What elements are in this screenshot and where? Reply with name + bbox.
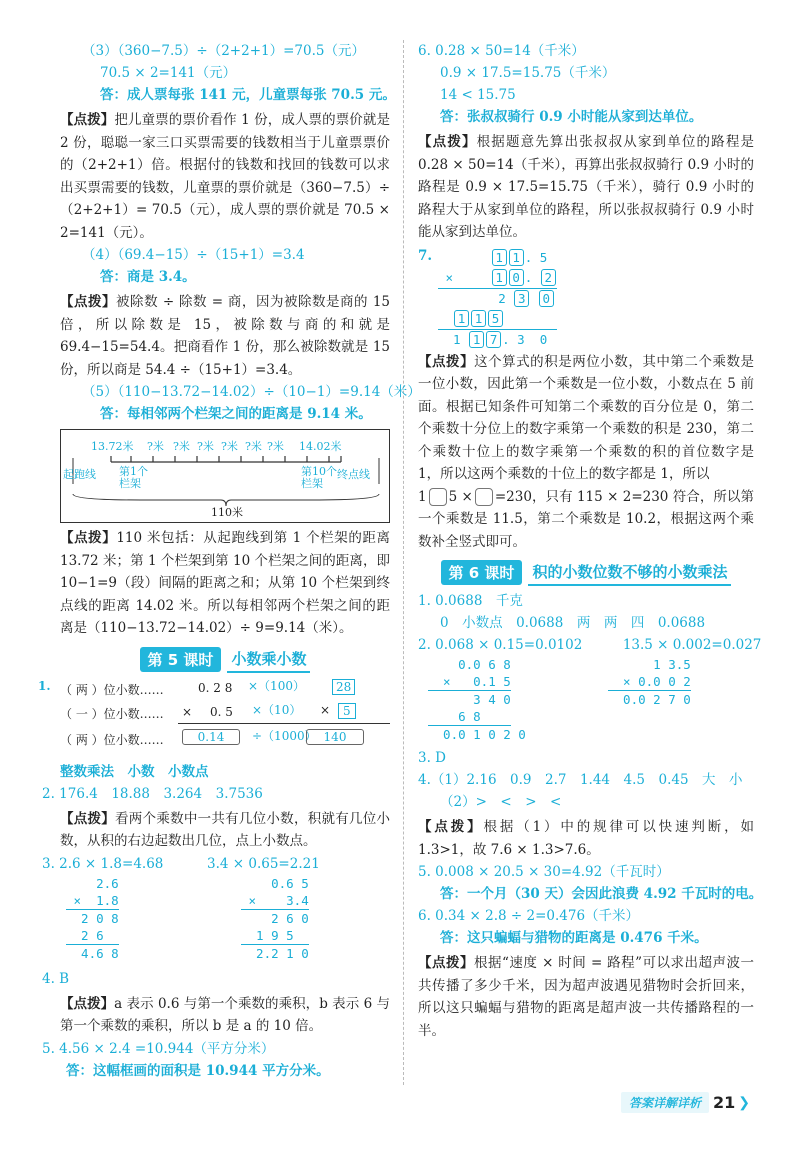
q7-vertical	[438, 248, 557, 350]
tip-text: 根据“速度 × 时间 = 路程”可以求出超声波一共传播了多少千米，因为超声波遇见猎物时会折回来，所以这只蝙蝠与猎物的距离是超声波一共传播路程的一半。	[418, 955, 755, 1039]
s5q1-row-1: （ 两 ）位小数……	[60, 682, 164, 697]
v3-row: × 0.1 5	[428, 674, 511, 689]
s6q4b: （2）> < > <	[440, 794, 562, 810]
diagram-total: 110米	[211, 506, 243, 519]
footer-label: 答案详解详析	[621, 1092, 709, 1113]
s5q1-op1: ×（100）	[248, 678, 305, 693]
digit-box: 1	[469, 331, 484, 348]
s5q1-c: 0.14	[182, 729, 240, 745]
digit-box: 7	[486, 331, 501, 348]
q6-line3: 14 < 15.75	[440, 87, 516, 103]
s5q1-d: 140	[306, 729, 364, 745]
right-column	[418, 40, 763, 1042]
s6q2-vertical	[418, 656, 754, 743]
tip-text: =230，只有 115 × 2=230 符合，所以第一个乘数是 11.5，第二个乘数是 10.2，根据这两个乘数补全竖式即可。	[418, 488, 754, 550]
vertical-calc-2	[231, 875, 309, 962]
left-column	[38, 40, 421, 1082]
q7-row: 2 3 0	[438, 289, 557, 309]
s6q1b: 0 小数点 0.0688 两 两 四 0.0688	[440, 615, 706, 631]
s5q1-number: 1.	[38, 678, 51, 693]
tip-text: a 表示 0.6 与第一个乘数的乘积，b 表示 6 与第一个乘数的乘积，所以 b 是 a 的 10 倍。	[60, 995, 391, 1034]
s6q6-tip	[418, 952, 754, 1042]
diagram-first: 第1个栏架	[119, 465, 148, 490]
digit-box: 1	[492, 269, 507, 286]
s5q5-answer: 答：这幅框画的面积是 10.944 平方分米。	[66, 1062, 330, 1079]
q3-tip	[60, 109, 390, 244]
digit-box: 0	[539, 290, 554, 307]
diagram-left-len: 13.72米	[91, 440, 134, 453]
q7-row: 1 1 7 . 3 0	[438, 331, 548, 347]
vertical-calc-1	[60, 875, 231, 962]
q7-tip-cont	[418, 486, 754, 554]
tip-label: 【点拨】	[60, 995, 115, 1012]
s5q4: 4. B	[42, 970, 70, 987]
diagram-seg-4: ?米	[221, 440, 238, 453]
v3-row: 3 4 0	[428, 692, 511, 707]
q7-row: 1 1 . 5	[438, 248, 557, 268]
tip-text: 1	[418, 488, 427, 505]
tip-text: 这个算式的积是两位小数，其中第二个乘数是一位小数，因此第一个乘数是一位小数，小数点在 5 前面。根据已知条件可知第二个乘数的百分位是 0，第二个乘数十分位上的数字乘第一个乘数的积是 230，第二个乘数十位上的数字乘第一个乘数的积的首位数字是 1，所以这两个乘数的十位上的数字都是 1，所以	[418, 353, 755, 482]
s6q5: 5. 0.008 × 20.5 × 30=4.92（千瓦时）	[418, 864, 670, 880]
q7-row	[438, 309, 557, 330]
s5q1-op3: ÷（1000）	[252, 728, 317, 743]
s5q3-b: 3.4 × 0.65=2.21	[207, 855, 320, 872]
tip-text: 根据（1）中的规律可以快速判断，如 1.3>1，故 7.6 × 1.3>7.6。	[418, 819, 754, 858]
q4-tip	[60, 291, 390, 381]
s6q1a: 1. 0.0688 千克	[418, 593, 523, 609]
diagram-right-len: 14.02米	[299, 440, 342, 453]
s5q1-answer: 整数乘法 小数 小数点	[60, 763, 209, 780]
tip-label: 【点拨】	[60, 112, 115, 128]
s6q6-answer: 答：这只蝙蝠与猎物的距离是 0.476 千米。	[440, 930, 708, 946]
diagram-tenth: 第10个栏架	[301, 465, 337, 490]
v3-row: 0.0 6 8	[428, 657, 511, 672]
v1-row: 4.6 8	[66, 945, 119, 961]
q7-row: × 1 0 . 2	[438, 268, 557, 289]
diagram-seg-1: ?米	[147, 440, 164, 453]
q5-tip	[60, 527, 390, 640]
q6-line1: 6. 0.28 × 50=14（千米）	[418, 43, 585, 59]
s5q1-f: 5	[338, 703, 356, 719]
diagram-seg-3: ?米	[197, 440, 214, 453]
tip-text: 110 米包括：从起跑线到第 1 个栏架的距离 13.72 米；第 1 个栏架到第 10 个栏架之间的距离，即 10−1=9（段）间隔的距离之和；从第 10 个栏架到终点线的距离 14.02 米。所以每相邻两个栏架之间的距离是（110−13.72−14.02）÷ 9=9.14（米）。	[60, 530, 391, 636]
v1-row: 2.6	[66, 875, 119, 891]
v2-row: × 3.4	[241, 892, 309, 908]
s6q2: 2. 0.068 × 0.15=0.0102 13.5 × 0.002=0.027	[418, 637, 762, 653]
s5q1-b: 0. 5	[210, 704, 233, 719]
s5q1-a: 0. 2 8	[198, 680, 233, 695]
digit-box: 0	[509, 269, 524, 286]
v1-row: 2 6	[66, 927, 119, 943]
tip-text: 根据题意先算出张叔叔从家到单位的路程是 0.28 × 50=14（千米），再算出张叔叔骑行 0.9 小时的路程是 0.9 × 17.5=15.75（千米），骑行 0.9 小时的路程大于从家到单位的路程，所以张叔叔骑行 0.9 小时能从家到达单位。	[418, 134, 755, 240]
tip-label: 【点拨】	[60, 530, 117, 546]
tip-text: 把儿童票的票价看作 1 份，成人票的票价就是 2 份，聪聪一家三口买票需要的钱数相当于儿童票票价的（2+2+1）倍。根据付的钱数和找回的钱数可以求出买票需要的钱数，儿童票的票价就是（360−7.5）÷（2+2+1）= 70.5（元），成人票的票价就是 70.5 × 2=141（元）。	[60, 112, 391, 241]
tip-text: 看两个乘数中一共有几位小数，积就有几位小数，从积的右边起数出几位，点上小数点。	[60, 810, 391, 849]
digit-box: 2	[541, 269, 556, 286]
digit-box: 1	[471, 310, 486, 327]
q4-answer: 答：商是 3.4。	[100, 269, 196, 285]
page-number: 21	[713, 1093, 736, 1112]
s5q4-tip	[60, 993, 390, 1038]
section-6-header	[418, 559, 754, 586]
s5q1-row-3: （ 两 ）位小数……	[60, 732, 164, 747]
digit-box: 1	[454, 310, 469, 327]
s6q5-answer: 答：一个月（30 天）会因此浪费 4.92 千瓦时的电。	[440, 886, 763, 902]
diagram-seg-5: ?米	[245, 440, 262, 453]
v4-row: 0.0 2 7 0	[608, 692, 691, 707]
tip-label: 【点拨】	[418, 353, 475, 370]
diagram-seg-2: ?米	[173, 440, 190, 453]
tip-label: 【点拨】	[418, 955, 474, 971]
section-6-badge: 第 6 课时	[441, 560, 523, 585]
s5q2: 2. 176.4 18.88 3.264 3.7536	[42, 785, 263, 802]
tip-text: 被除数 ÷ 除数 = 商，因为被除数是商的 15 倍，所以除数是 15，被除数与商的和就是 69.4−15=54.4。把商看作 1 份，那么被除数就是 15 份，所以商是 54.4 ÷（15+1）=3.4。	[60, 294, 390, 378]
q6-answer: 答：张叔叔骑行 0.9 小时能从家到达单位。	[440, 109, 703, 125]
s6q3: 3. D	[418, 750, 446, 766]
chevron-right-icon: ❯	[738, 1094, 750, 1111]
vertical-calc-3	[418, 656, 598, 743]
hurdle-diagram	[60, 429, 390, 523]
s5q1-block	[38, 677, 390, 759]
v2-row: 0.6 5	[241, 875, 309, 891]
q3-line1: （3）（360−7.5）÷（2+2+1）=70.5（元）	[82, 43, 365, 59]
s6q6: 6. 0.34 × 2.8 ÷ 2=0.476（千米）	[418, 908, 640, 924]
tip-label: 【点拨】	[60, 810, 116, 827]
s5q5: 5. 4.56 × 2.4 =10.944（平方分米）	[42, 1040, 275, 1057]
section-5-header	[60, 646, 390, 673]
section-6-title: 积的小数位数不够的小数乘法	[528, 559, 731, 586]
tip-label: 【点拨】	[418, 134, 477, 150]
blank-box	[475, 488, 493, 506]
q3-answer: 答：成人票每张 141 元，儿童票每张 70.5 元。	[100, 87, 396, 103]
q6-tip	[418, 131, 754, 244]
tip-label: 【点拨】	[418, 819, 484, 835]
section-5-badge: 第 5 课时	[140, 647, 222, 672]
v2-row: 1 9 5	[241, 927, 309, 943]
digit-box: 1	[492, 249, 507, 266]
digit-box: 3	[514, 290, 529, 307]
s5q3-vertical	[60, 875, 390, 962]
q5-answer: 答：每相邻两个栏架之间的距离是 9.14 米。	[100, 406, 372, 422]
s5q1-row-2: （ 一 ）位小数……	[60, 706, 164, 721]
q7-tip	[418, 351, 754, 486]
column-divider	[403, 40, 404, 1085]
v2-row: 2.2 1 0	[241, 945, 309, 961]
s5q1-x2: ×	[320, 702, 331, 717]
digit-box: 1	[509, 249, 524, 266]
v4-row: 1 3.5	[608, 657, 691, 672]
blank-box	[429, 488, 447, 506]
q7-block	[418, 248, 754, 348]
s6q4-tip	[418, 816, 754, 861]
v1-row: 2 0 8	[66, 910, 119, 926]
vertical-calc-4	[598, 656, 691, 743]
q4-line1: （4）（69.4−15）÷（15+1）=3.4	[82, 247, 305, 263]
s5q3-a: 3. 2.6 × 1.8=4.68	[42, 855, 164, 872]
s5q2-tip	[60, 808, 390, 853]
s5q1-op2: ×（10）	[252, 702, 302, 717]
s6q4a: 4.（1）2.16 0.9 2.7 1.44 4.5 0.45 大 小	[418, 772, 743, 788]
v1-row: × 1.8	[66, 892, 119, 908]
digit-box: 5	[488, 310, 503, 327]
diagram-start: 起跑线	[63, 468, 96, 481]
q6-line2: 0.9 × 17.5=15.75（千米）	[440, 65, 616, 81]
diagram-end: 终点线	[337, 468, 370, 481]
v3-row: 0.0 1 0 2 0	[428, 727, 526, 742]
q7-number: 7.	[418, 247, 433, 264]
s5q1-rule	[178, 723, 390, 724]
tip-label: 【点拨】	[60, 294, 117, 310]
q3-line2: 70.5 × 2=141（元）	[100, 65, 237, 81]
tip-text: 5 ×	[448, 488, 473, 505]
q5-line1: （5）（110−13.72−14.02）÷（10−1）=9.14（米）	[82, 384, 421, 400]
page-footer	[621, 1092, 750, 1113]
diagram-seg-6: ?米	[267, 440, 284, 453]
s5q3-row	[42, 853, 390, 875]
s5q1-e: 28	[332, 679, 355, 695]
section-5-title: 小数乘小数	[227, 646, 310, 673]
v3-row: 6 8	[428, 709, 511, 724]
s5q1-x: ×	[182, 704, 193, 719]
v4-row: × 0.0 0 2	[608, 674, 691, 689]
v2-row: 2 6 0	[241, 910, 309, 926]
